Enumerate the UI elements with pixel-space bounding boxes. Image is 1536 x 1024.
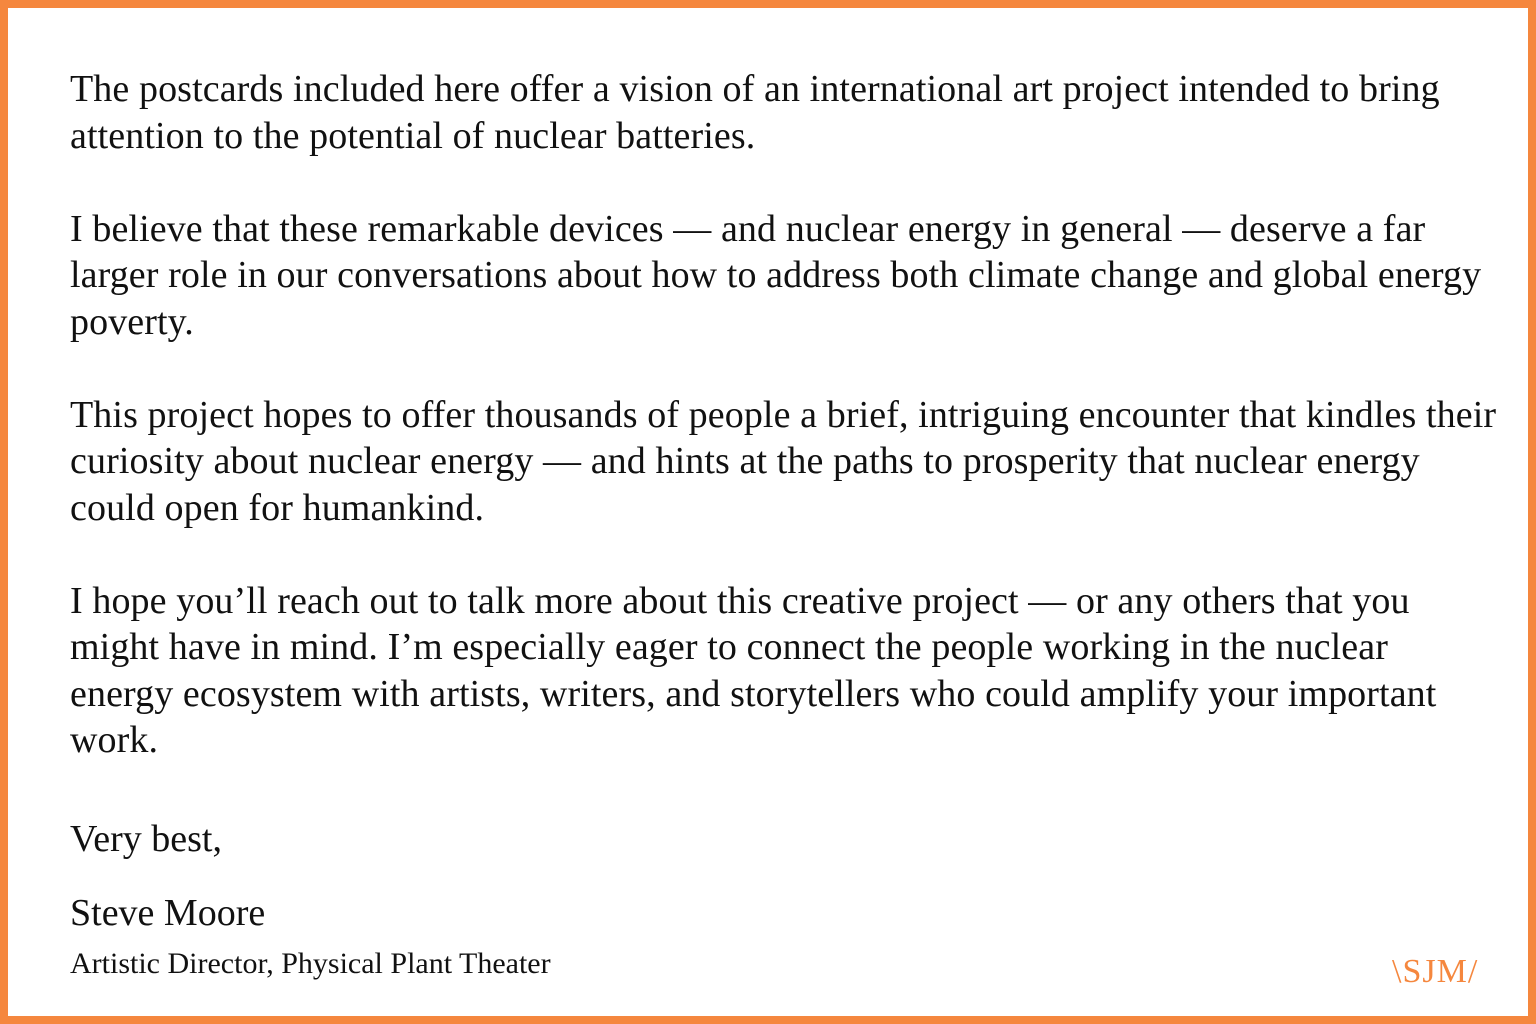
- paragraph-belief: I believe that these remarkable devices — and nuclear energy in general — deserve a far larger role in our conversations about how to address both climate change and global energy poverty.: [70, 207, 1482, 343]
- closing-salutation: Very best,: [70, 818, 222, 860]
- paragraph-reach-out: I hope you’ll reach out to talk more about this creative project — or any others that you might have in mind. I’m especially eager to connect the people working in the nuclear energy ecosystem with artists, writers, and storytellers who could amplify your important work.: [70, 579, 1437, 761]
- signature-name: Steve Moore: [70, 892, 266, 934]
- paragraph-project-hopes: This project hopes to offer thousands of people a brief, intriguing encounter that kindles their curiosity about nuclear energy — and hints at the paths to prosperity that nuclear energy could open for humankind.: [70, 393, 1497, 529]
- letter-body: [70, 66, 1500, 810]
- paragraph-intro: The postcards included here offer a vision of an international art project intended to bring attention to the potential of nuclear batteries.: [70, 68, 1440, 157]
- signature-title: Artistic Director, Physical Plant Theater: [70, 947, 551, 980]
- sjm-monogram: \SJM/: [1392, 953, 1479, 990]
